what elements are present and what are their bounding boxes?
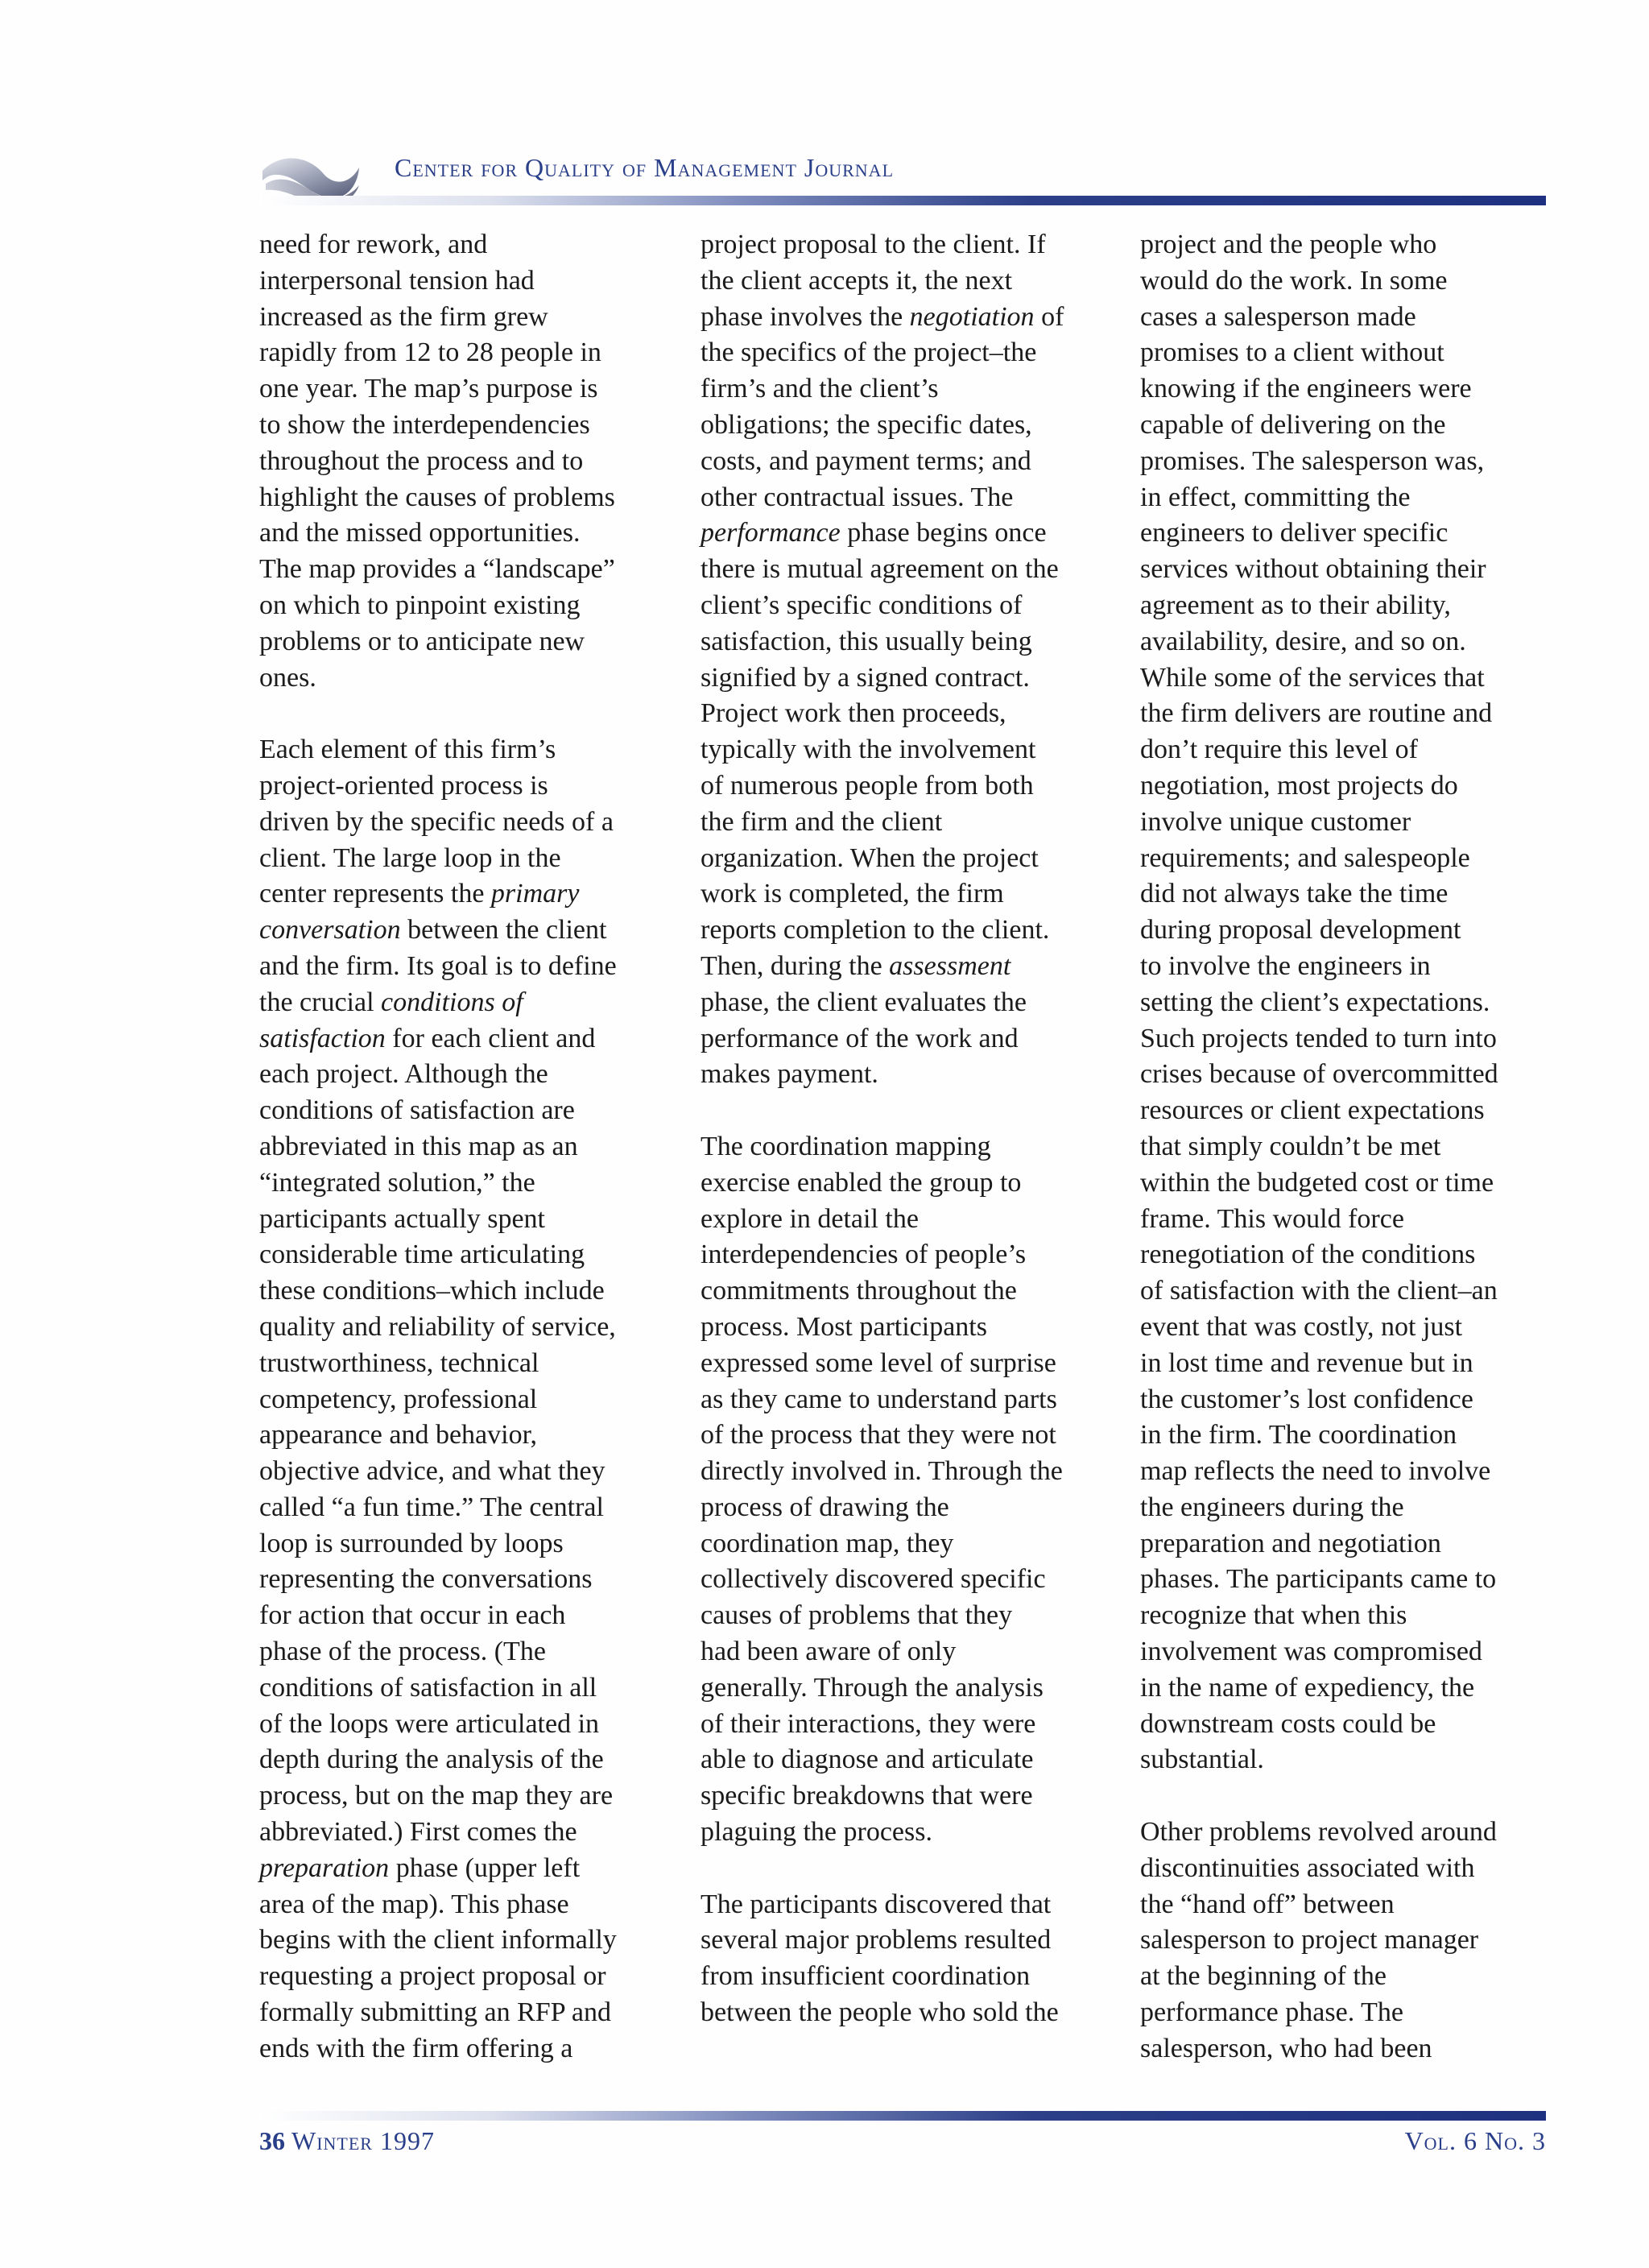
page-number: 36 — [259, 2126, 285, 2155]
footer-volume: Vol. 6 No. 3 — [1404, 2126, 1546, 2155]
text-column-3 — [1140, 227, 1551, 2067]
text-column-2 — [701, 227, 1111, 2031]
emphasis: primary conversation — [259, 879, 580, 946]
paragraph: project and the people who would do the work. In some cases a salesperson made promises to a client without knowing if the engineers were capable of delivering on the promises. The salesperson was, in effect, committing the engineers to deliver specific services without obtaining their agreement as to their ability, availability, desire, and so on. While some of the services that the firm delivers are routine and don’t require this level of negotiation, most projects do involve unique customer requirements; and salespeople did not always take the time during proposal development to involve the engineers in setting the client’s expectations. Such projects tended to turn into crises because of overcommitted resources or client expectations that simply couldn’t be met within the budgeted cost or time frame. This would force renegotiation of the conditions of satisfaction with the client–an event that was costly, not just in lost time and revenue but in the customer’s lost confidence in the firm. The coordination map reflects the need to involve the engineers during the preparation and negotiation phases. The participants came to recognize that when this involvement was compromised in the name of expediency, the downstream costs could be substantial. — [1140, 230, 1498, 1775]
paragraph: Other problems revolved around discontinuities associated with the “hand off” between salesperson to project manager at the beginning of the performance phase. The salesperson, who had been — [1140, 1817, 1497, 2063]
footer-issue-date — [259, 2126, 435, 2156]
paragraph: The participants discovered that several major problems resulted from insufficient coordination between the people who sold the — [701, 1889, 1059, 2028]
journal-title: Center for Quality of Management Journal — [395, 153, 895, 182]
paragraph: The coordination mapping exercise enabled the group to explore in detail the interdependencies of people’s commitments throughout the process. Most participants expressed some level of surprise as they came to understand parts of the process that they were not directly involved in. Through the process of drawing the coordination map, they collectively discovered specific causes of problems that they had been aware of only generally. Through the analysis of their interactions, they were able to diagnose and articulate specific breakdowns that were plaguing the process. — [701, 1131, 1063, 1848]
text-column-1 — [259, 227, 662, 2067]
footer-rule — [259, 2111, 1546, 2121]
emphasis: performance — [701, 518, 841, 548]
season-year: Winter 1997 — [291, 2126, 435, 2155]
emphasis: conditions of satisfaction — [259, 987, 523, 1053]
paragraph: project proposal to the client. If the client accepts it, the next phase involves the negotiation of the specifics of the project–the firm’s and the client’s obligations; the specific dates, costs, and payment terms; and other contractual issues. The performance phase begins once there is mutual agreement on the client’s specific conditions of satisfaction, this usually being signified by a signed contract. Project work then proceeds, typically with the involvement of numerous people from both the firm and the client organization. When the project work is completed, the firm reports completion to the client. Then, during the assessment phase, the client evaluates the performance of the work and makes payment. — [701, 230, 1064, 1090]
paragraph: Each element of this firm’s project-oriented process is driven by the specific needs of a client. The large loop in the center represents the primary conversation between the client and the firm. Its goal is to define the crucial conditions of satisfaction for each client and each project. Although the conditions of satisfaction are abbreviated in this map as an “integrated solution,” the participants actually spent considerable time articulating these conditions–which include quality and reliability of service, trustworthiness, technical competency, professional appearance and behavior, objective advice, and what they called “a fun time.” The central loop is surrounded by loops representing the conversations for action that occur in each phase of the process. (The conditions of satisfaction in all of the loops were articulated in depth during the analysis of the process, but on the map they are abbreviated.) First comes the preparation phase (upper left area of the map). This phase begins with the client informally requesting a project proposal or formally submitting an RFP and ends with the firm offering a — [259, 735, 617, 2063]
emphasis: preparation — [259, 1852, 390, 1883]
paragraph: need for rework, and interpersonal tension had increased as the firm grew rapidly from 12 to 28 people in one year. The map’s purpose is to show the interdependencies throughout the process and to highlight the causes of problems and the missed opportunities. The map provides a “landscape” on which to pinpoint existing problems or to anticipate new ones. — [259, 230, 615, 693]
header-rule — [259, 196, 1546, 205]
emphasis: negotiation — [909, 301, 1035, 332]
emphasis: assessment — [889, 950, 1011, 981]
